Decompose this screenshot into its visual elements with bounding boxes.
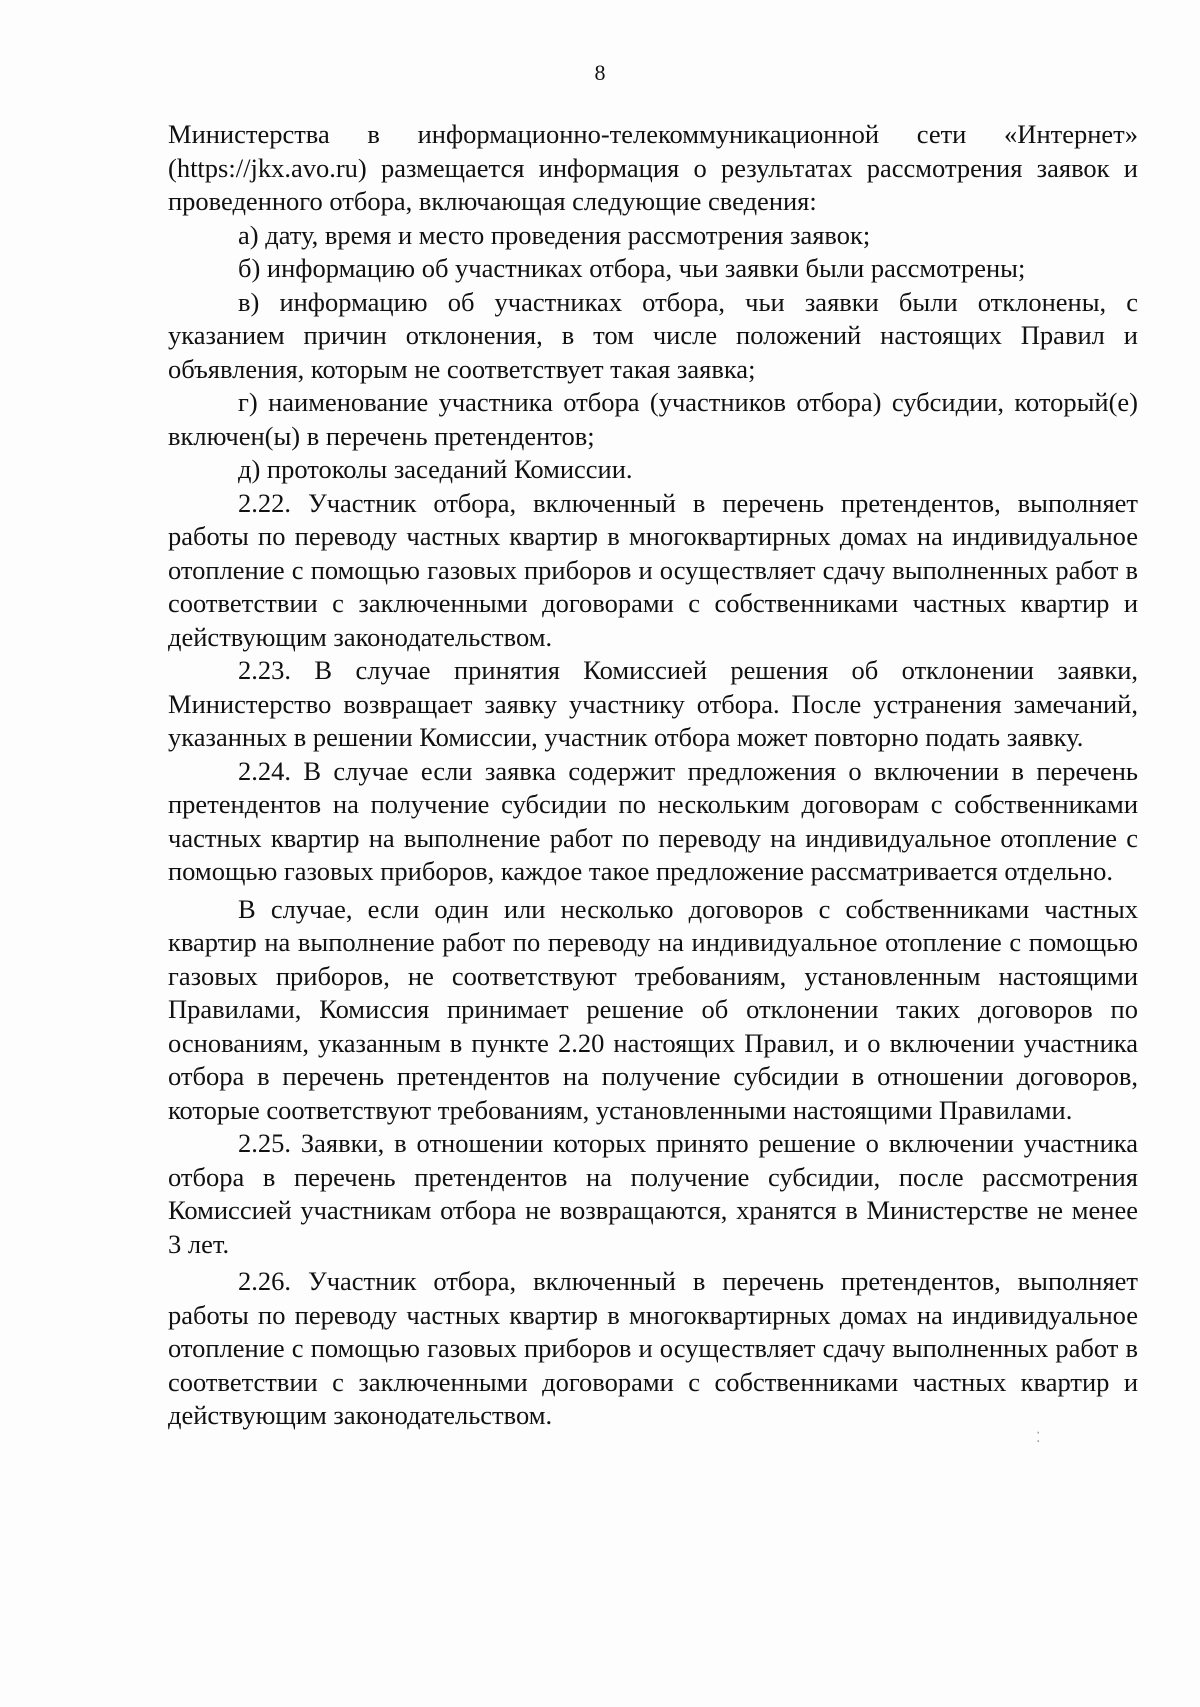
document-body: [168, 118, 1138, 1433]
clause-2-24-continuation: В случае, если один или несколько договоров с собственниками частных квартир на выполнение работ по переводу на индивидуальное отопление с помощью газовых приборов, не соответствуют требованиям, установленным настоящими Правилами, Комиссия принимает решение об отклонении таких договоров по основаниям, указанным в пункте 2.20 настоящих Правил, и о включении участника отбора в перечень претендентов на получение субсидии в отношении договоров, которые соответствуют требованиям, установленными настоящими Правилами.: [168, 893, 1138, 1125]
list-item-b: б) информацию об участниках отбора, чьи заявки были рассмотрены;: [238, 253, 1026, 283]
page-number: 8: [594, 60, 606, 85]
clause-2-26: 2.26. Участник отбора, включенный в перечень претендентов, выполняет работы по переводу частных квартир в многоквартирных домах на индивидуальное отопление с помощью газовых приборов и осуществляет сдачу выполненных работ в соответствии с заключенными договорами с собственниками частных квартир и действующим законодательством.: [168, 1266, 1138, 1430]
list-item-a: а) дату, время и место проведения рассмотрения заявок;: [238, 219, 871, 250]
clause-2-24: 2.24. В случае если заявка содержит предложения о включении в перечень претендентов на получение субсидии по нескольким договорам с собственниками частных квартир на выполнение работ по переводу на индивидуальное отопление с помощью газовых приборов, каждое такое предложение рассматривается отдельно.: [168, 755, 1138, 886]
clause-2-23: 2.23. В случае принятия Комиссией решения об отклонении заявки, Министерство возвращает заявку участнику отбора. После устранения замечаний, указанных в решении Комиссии, участник отбора может повторно подать заявку.: [168, 655, 1138, 752]
clause-2-22: 2.22. Участник отбора, включенный в перечень претендентов, выполняет работы по переводу частных квартир в многоквартирных домах на индивидуальное отопление с помощью газовых приборов и осуществляет сдачу выполненных работ в соответствии с заключенными договорами с собственниками частных квартир и действующим законодательством.: [168, 487, 1138, 652]
paragraph-ministry-info: Министерства в информационно-телекоммуникационной сети «Интернет» (https://jkx.avo.ru) размещается информация о результатах рассмотрения заявок и проведенного отбора, включающая следующие сведения:: [168, 119, 1138, 216]
clause-2-25: 2.25. Заявки, в отношении которых принято решение о включении участника отбора в перечень претендентов на получение субсидии, после рассмотрения Комиссией участникам отбора не возвращаются, хранятся в Министерстве не менее 3 лет.: [168, 1128, 1138, 1259]
list-item-d: д) протоколы заседаний Комиссии.: [238, 454, 633, 484]
list-item-v: в) информацию об участниках отбора, чьи заявки были отклонены, с указанием причин отклонения, в том числе положений настоящих Правил и объявления, которым не соответствует такая заявка;: [168, 286, 1138, 384]
scan-speck: ⁚: [1036, 1431, 1041, 1446]
list-item-g: г) наименование участника отбора (участников отбора) субсидии, который(е) включен(ы) в перечень претендентов;: [168, 387, 1138, 451]
